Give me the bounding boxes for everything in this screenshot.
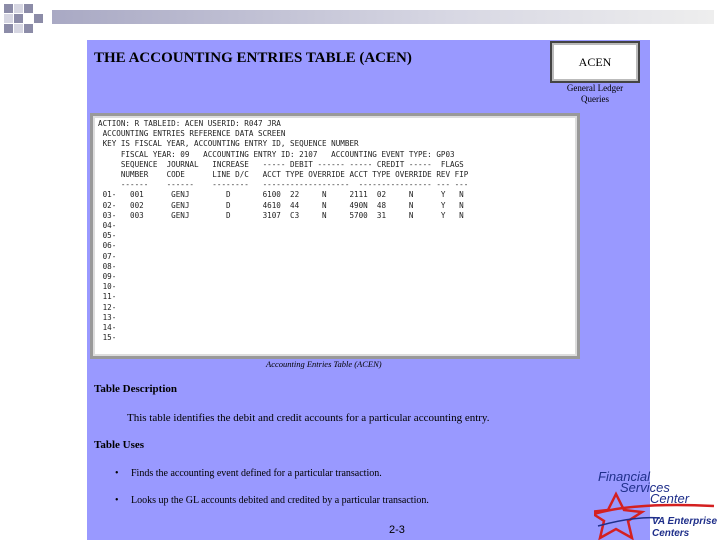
screen-line: 03- 003 GENJ D 3107 C3 N 5700 31 N Y N xyxy=(98,210,464,220)
corner-square xyxy=(14,24,23,33)
screen-line: 09- xyxy=(98,272,117,282)
logo-line: Centers xyxy=(652,528,690,539)
corner-square xyxy=(4,24,13,33)
corner-square xyxy=(24,4,33,13)
screen-line: ------ ------ -------- ------------------- ---------------- --- --- xyxy=(98,180,469,190)
screen-line: KEY IS FISCAL YEAR, ACCOUNTING ENTRY ID, SEQUENCE NUMBER xyxy=(98,139,359,149)
swoosh-icon xyxy=(594,505,714,514)
logo-line: Center xyxy=(650,491,690,506)
corner-square xyxy=(34,14,43,23)
screen-line: ACTION: R TABLEID: ACEN USERID: R047 JRA xyxy=(98,119,281,128)
acen-label: ACEN xyxy=(578,55,612,69)
screen-line: 05- xyxy=(98,231,117,241)
screen-line: 10- xyxy=(98,282,117,292)
page-number: 2-3 xyxy=(389,524,405,536)
screen-line: 11- xyxy=(98,292,117,302)
acen-caption-line: Queries xyxy=(581,94,609,104)
bullet-icon: • xyxy=(115,468,119,479)
logo-line: Services xyxy=(620,480,670,495)
corner-square xyxy=(14,4,23,13)
screen-line: 06- xyxy=(98,241,117,251)
screen-line: FISCAL YEAR: 09 ACCOUNTING ENTRY ID: 2107 ACCOUNTING EVENT TYPE: GP03 xyxy=(98,149,455,159)
financial-services-center-logo xyxy=(594,466,718,540)
corner-square xyxy=(24,24,33,33)
acen-label-box xyxy=(550,41,640,83)
table-description-heading: Table Description xyxy=(94,383,178,395)
document-page xyxy=(87,40,650,540)
screen-line: NUMBER CODE LINE D/C ACCT TYPE OVERRIDE ACCT TYPE OVERRIDE REV FIP xyxy=(98,170,469,180)
corner-square xyxy=(14,14,23,23)
list-item-text: Finds the accounting event defined for a particular transaction. xyxy=(131,468,382,479)
list-item xyxy=(115,468,382,479)
list-item-text: Looks up the GL accounts debited and credited by a particular transaction. xyxy=(131,495,429,506)
table-description-text: This table identifies the debit and credit accounts for a particular accounting entry. xyxy=(127,412,490,424)
table-uses-heading: Table Uses xyxy=(94,439,145,451)
screen-line: 04- xyxy=(98,221,117,231)
corner-square xyxy=(4,4,13,13)
logo-line: VA Enterprise xyxy=(652,516,718,527)
screen-line: 08- xyxy=(98,261,117,271)
bullet-icon: • xyxy=(115,495,119,506)
list-item xyxy=(115,495,429,506)
screen-caption: Accounting Entries Table (ACEN) xyxy=(266,359,382,369)
mainframe-screen xyxy=(90,113,580,359)
logo-line: Financial xyxy=(598,469,651,484)
screen-line: 07- xyxy=(98,251,117,261)
screen-line: 14- xyxy=(98,323,117,333)
page-title: THE ACCOUNTING ENTRIES TABLE (ACEN) xyxy=(94,50,412,66)
screen-line: 01- 001 GENJ D 6100 22 N 2111 02 N Y N xyxy=(98,190,464,200)
header-gradient-bar xyxy=(52,10,714,24)
screen-text xyxy=(93,116,577,343)
star-icon xyxy=(594,494,642,538)
screen-line: 15- xyxy=(98,333,117,343)
screen-line: 13- xyxy=(98,312,117,322)
screen-line: 02- 002 GENJ D 4610 44 N 490N 48 N Y N xyxy=(98,200,464,210)
acen-caption xyxy=(549,83,641,105)
screen-line: 12- xyxy=(98,302,117,312)
screen-line: SEQUENCE JOURNAL INCREASE ----- DEBIT ------ ----- CREDIT ----- FLAGS xyxy=(98,159,464,169)
screen-line: ACCOUNTING ENTRIES REFERENCE DATA SCREEN xyxy=(98,129,286,139)
acen-caption-line: General Ledger xyxy=(566,83,624,93)
corner-square xyxy=(4,14,13,23)
